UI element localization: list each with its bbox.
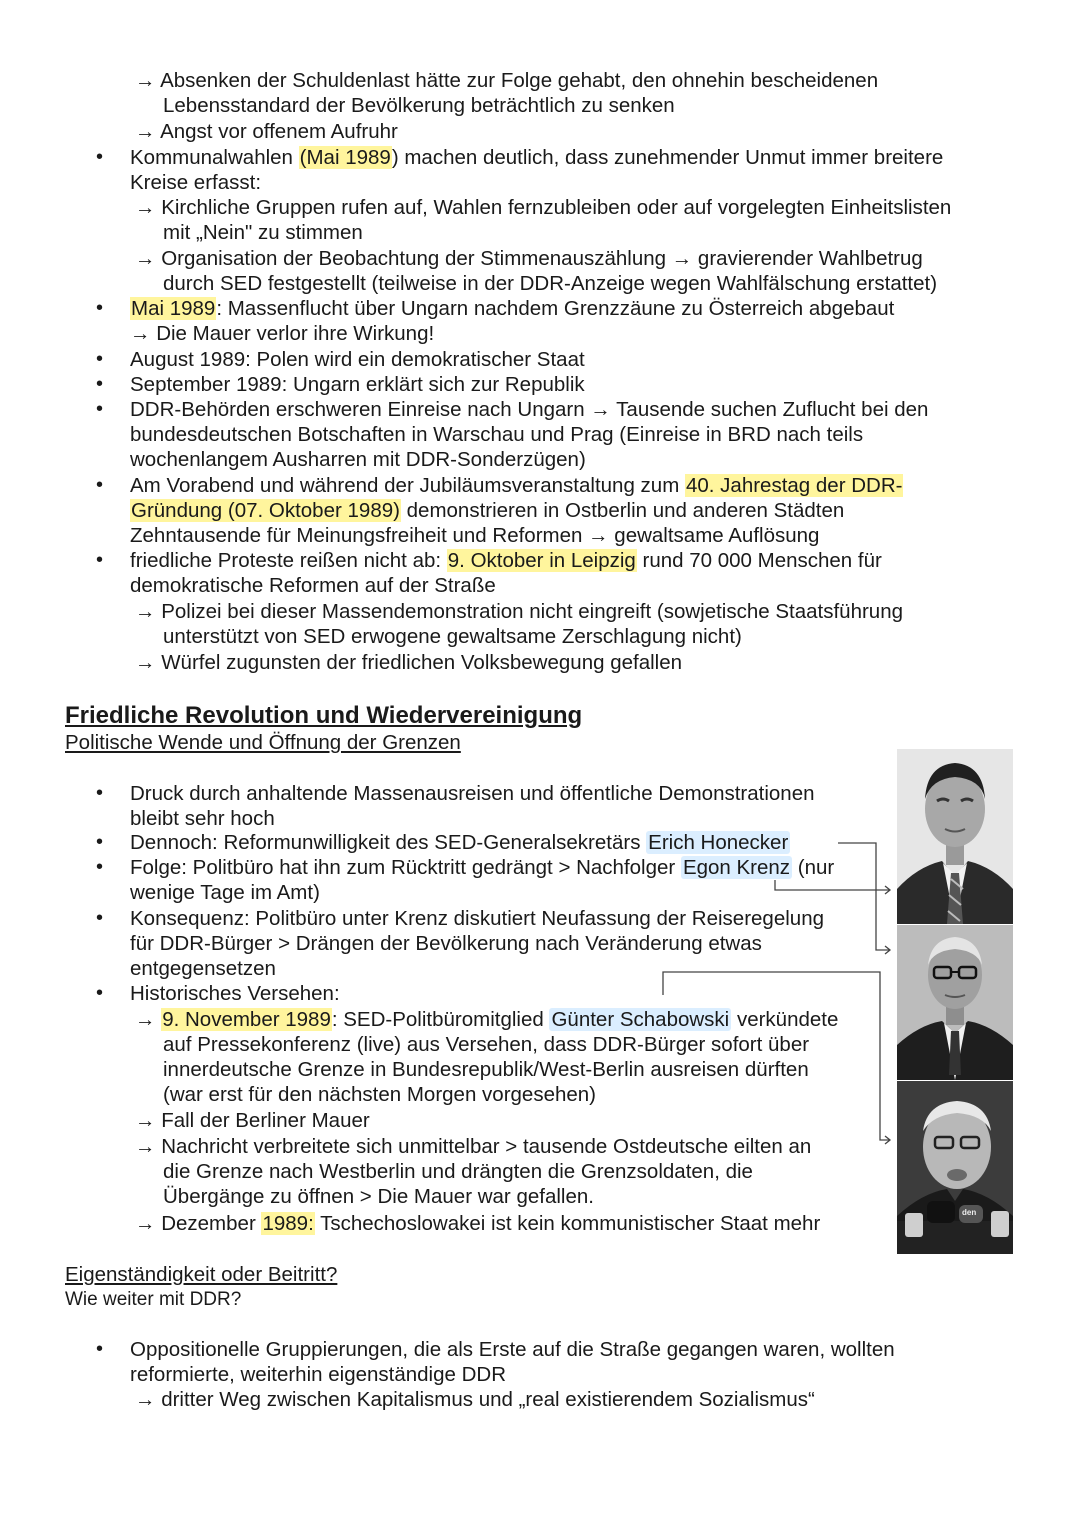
- arrow-line: → Organisation der Beobachtung der Stimmenauszählung → gravierender Wahlbetrug: [135, 247, 923, 270]
- text-line: durch SED festgestellt (teilweise in der DDR-Anzeige wegen Wahlfälschung erstattet): [163, 272, 938, 295]
- text-line: die Grenze nach Westberlin und drängten die Grenzsoldaten, die: [163, 1160, 753, 1183]
- section3-title: Eigenständigkeit oder Beitritt?: [65, 1263, 338, 1286]
- text-line: Kommunalwahlen (Mai 1989) machen deutlich, dass zunehmender Unmut immer breitere: [130, 146, 944, 169]
- arrow-line: → Kirchliche Gruppen rufen auf, Wahlen fernzubleiben oder auf vorgelegten Einheitslisten: [135, 196, 952, 219]
- text-line: Dennoch: Reformunwilligkeit des SED-Generalsekretärs Erich Honecker: [130, 831, 789, 854]
- text-line: mit „Nein" zu stimmen: [163, 221, 363, 244]
- bullet: •: [96, 348, 104, 370]
- section-subtitle: Politische Wende und Öffnung der Grenzen: [65, 731, 461, 754]
- bullet: •: [96, 907, 104, 929]
- text-line: Historisches Versehen:: [130, 982, 340, 1005]
- photo-krenz: [897, 749, 1013, 924]
- text-line: reformierte, weiterhin eigenständige DDR: [130, 1363, 507, 1386]
- text-line: auf Pressekonferenz (live) aus Versehen, dass DDR-Bürger sofort über: [163, 1033, 810, 1056]
- bullet: •: [96, 297, 104, 319]
- arrow-line: → Würfel zugunsten der friedlichen Volksbewegung gefallen: [135, 651, 683, 674]
- photo-schabowski: [897, 1081, 1013, 1254]
- text-line: wochenlangem Ausharren mit DDR-Sonderzügen): [130, 448, 586, 471]
- bullet: •: [96, 1338, 104, 1360]
- photo-honecker: [897, 925, 1013, 1080]
- highlight-date: Gründung (07. Oktober 1989): [131, 499, 400, 522]
- bullet: •: [96, 146, 104, 168]
- text-line: Zehntausende für Meinungsfreiheit und Reformen → gewaltsame Auflösung: [130, 524, 820, 547]
- text-line: Druck durch anhaltende Massenausreisen und öffentliche Demonstrationen: [130, 782, 815, 805]
- highlight-date: (Mai 1989: [299, 146, 391, 169]
- text-line: wenige Tage im Amt): [130, 881, 320, 904]
- highlight-date: 9. November 1989: [162, 1008, 331, 1031]
- name-schabowski: Günter Schabowski: [551, 1008, 730, 1031]
- text-line: Mai 1989: Massenflucht über Ungarn nachdem Grenzzäune zu Österreich abgebaut: [131, 297, 895, 320]
- text-line: unterstützt von SED erwogene gewaltsame Zerschlagung nicht): [163, 625, 742, 648]
- highlight-date: Mai 1989: [131, 297, 216, 320]
- text-line: DDR-Behörden erschweren Einreise nach Ungarn → Tausende suchen Zuflucht bei den: [130, 398, 929, 421]
- text-line: für DDR-Bürger > Drängen der Bevölkerung nach Veränderung etwas: [130, 932, 762, 955]
- arrow-line: → Absenken der Schuldenlast hätte zur Folge gehabt, den ohnehin bescheidenen: [135, 69, 879, 92]
- bullet: •: [96, 782, 104, 804]
- arrow-line: → Nachricht verbreitete sich unmittelbar > tausende Ostdeutsche eilten an: [135, 1135, 812, 1158]
- text-line: bundesdeutschen Botschaften in Warschau und Prag (Einreise in BRD nach teils: [130, 423, 864, 446]
- arrow-line: → Dezember 1989: Tschechoslowakei ist kein kommunistischer Staat mehr: [135, 1212, 821, 1235]
- arrow-line: → Angst vor offenem Aufruhr: [135, 120, 398, 143]
- name-honecker: Erich Honecker: [648, 831, 789, 854]
- bullet: •: [96, 549, 104, 571]
- section-title: Friedliche Revolution und Wiedervereinigung: [65, 702, 583, 729]
- connector-krenz: [775, 880, 890, 890]
- text-line: Oppositionelle Gruppierungen, die als Erste auf die Straße gegangen waren, wollten: [130, 1338, 895, 1361]
- text-line: Folge: Politbüro hat ihn zum Rücktritt gedrängt > Nachfolger Egon Krenz (nur: [130, 856, 835, 879]
- section3-question: Wie weiter mit DDR?: [65, 1289, 242, 1310]
- arrow-line: → Fall der Berliner Mauer: [135, 1109, 370, 1132]
- text-line: bleibt sehr hoch: [130, 807, 275, 830]
- text-line: Gründung (07. Oktober 1989) demonstrieren in Ostberlin und anderen Städten: [131, 499, 845, 522]
- name-krenz: Egon Krenz: [682, 856, 791, 879]
- text-line: demokratische Reformen auf der Straße: [130, 574, 496, 597]
- text-line: Am Vorabend und während der Jubiläumsveranstaltung zum 40. Jahrestag der DDR-: [130, 474, 903, 497]
- bullet: •: [96, 373, 104, 395]
- text-line: entgegensetzen: [130, 957, 276, 980]
- bullet: •: [96, 831, 104, 853]
- bullet: •: [96, 398, 104, 420]
- highlight-date: 40. Jahrestag der DDR-: [685, 474, 903, 497]
- microphone-label: den: [962, 1208, 977, 1217]
- text-line: Lebensstandard der Bevölkerung beträchtlich zu senken: [163, 94, 675, 117]
- bullet: •: [96, 982, 104, 1004]
- arrow-line: → dritter Weg zwischen Kapitalismus und „real existierendem Sozialismus“: [135, 1388, 815, 1411]
- text-line: innerdeutsche Grenze in Bundesrepublik/West-Berlin ausreisen dürften: [163, 1058, 809, 1081]
- connector-schabowski: [663, 972, 890, 1140]
- text-line: friedliche Proteste reißen nicht ab: 9. Oktober in Leipzig rund 70 000 Menschen für: [130, 549, 882, 572]
- text-line: Übergänge zu öffnen > Die Mauer war gefallen.: [163, 1185, 594, 1208]
- text-line: → Die Mauer verlor ihre Wirkung!: [130, 322, 435, 345]
- text-line: Kreise erfasst:: [130, 171, 262, 194]
- arrow-line: → Polizei bei dieser Massendemonstration nicht eingreift (sowjetische Staatsführung: [135, 600, 904, 623]
- bullet: •: [96, 474, 104, 496]
- bullet: •: [96, 856, 104, 878]
- text-line: Konsequenz: Politbüro unter Krenz diskutiert Neufassung der Reiseregelung: [130, 907, 824, 930]
- text-line: (war erst für den nächsten Morgen vorgesehen): [163, 1083, 597, 1106]
- text-line: August 1989: Polen wird ein demokratischer Staat: [130, 348, 585, 371]
- highlight-date: 1989:: [262, 1212, 314, 1235]
- highlight-date: 9. Oktober in Leipzig: [447, 549, 636, 572]
- text-line: September 1989: Ungarn erklärt sich zur Republik: [130, 373, 585, 396]
- arrow-line: → 9. November 1989: SED-Politbüromitglied Günter Schabowski verkündete: [135, 1008, 839, 1031]
- connector-honecker: [838, 843, 890, 950]
